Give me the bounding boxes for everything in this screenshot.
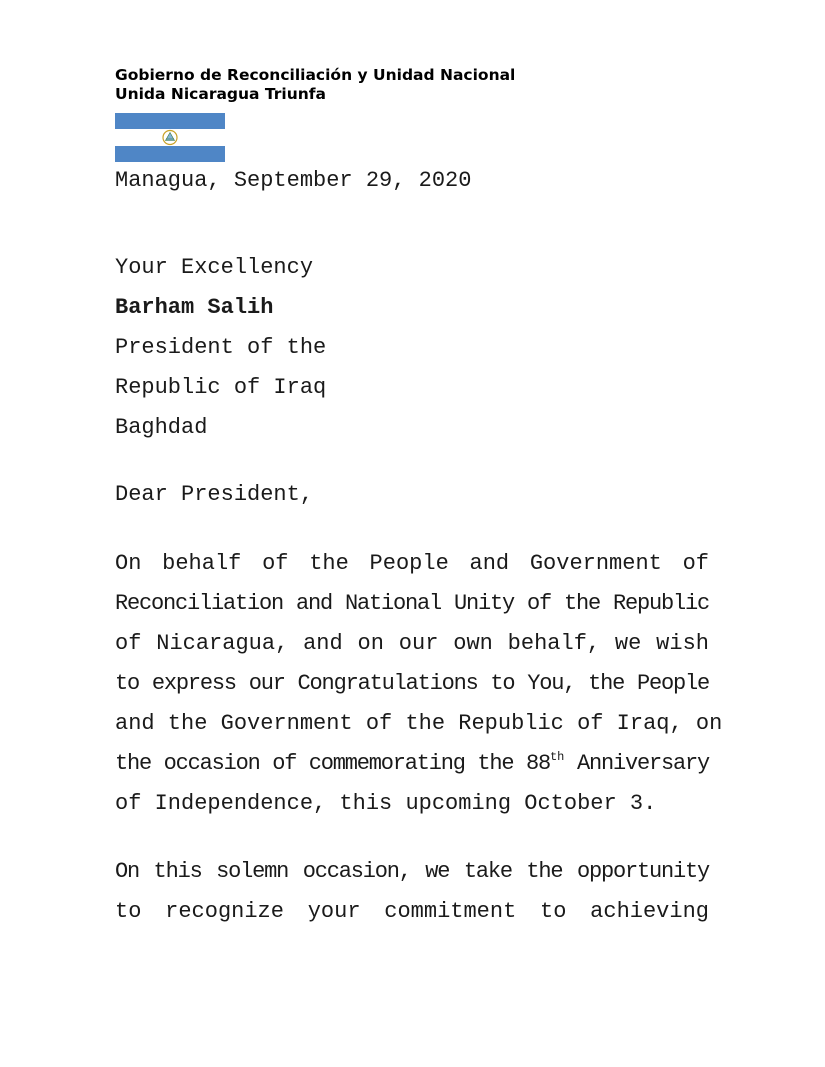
paragraph-line: of Nicaragua, and on our own behalf, we wish <box>115 631 709 656</box>
paragraph-line <box>115 744 709 784</box>
recipient-position-line: Republic of Iraq <box>115 375 327 400</box>
paragraph-line: Reconciliation and National Unity of the Republic <box>115 591 709 616</box>
ordinal-suffix: th <box>549 750 565 764</box>
nicaragua-flag-icon <box>115 113 225 162</box>
letterhead-slogan: Unida Nicaragua Triunfa <box>115 85 327 103</box>
recipient-address <box>115 248 326 448</box>
letterhead-government-name: Gobierno de Reconciliación y Unidad Nacional <box>115 66 516 84</box>
paragraph-line: of Independence, this upcoming October 3. <box>115 791 657 816</box>
letter-date: Managua, September 29, 2020 <box>115 168 472 193</box>
paragraph-line: On this solemn occasion, we take the opportunity <box>115 859 709 884</box>
recipient-name: Barham Salih <box>115 295 274 320</box>
paragraph-line: to express our Congratulations to You, the People <box>115 671 709 696</box>
letterhead <box>115 66 515 104</box>
recipient-city: Baghdad <box>115 415 208 440</box>
body-paragraph-1 <box>115 544 723 824</box>
letter-greeting: Dear President, <box>115 482 314 507</box>
recipient-honorific: Your Excellency <box>115 255 314 280</box>
paragraph-line: and the Government of the Republic of Iraq, on <box>115 711 723 736</box>
recipient-position-line: President of the <box>115 335 327 360</box>
paragraph-line: to recognize your commitment to achieving <box>115 899 709 924</box>
body-paragraph-2 <box>115 852 709 932</box>
paragraph-text: the occasion of commemorating the 88 <box>115 751 550 776</box>
paragraph-line: On behalf of the People and Government of <box>115 551 709 576</box>
paragraph-text: Anniversary <box>564 751 709 776</box>
